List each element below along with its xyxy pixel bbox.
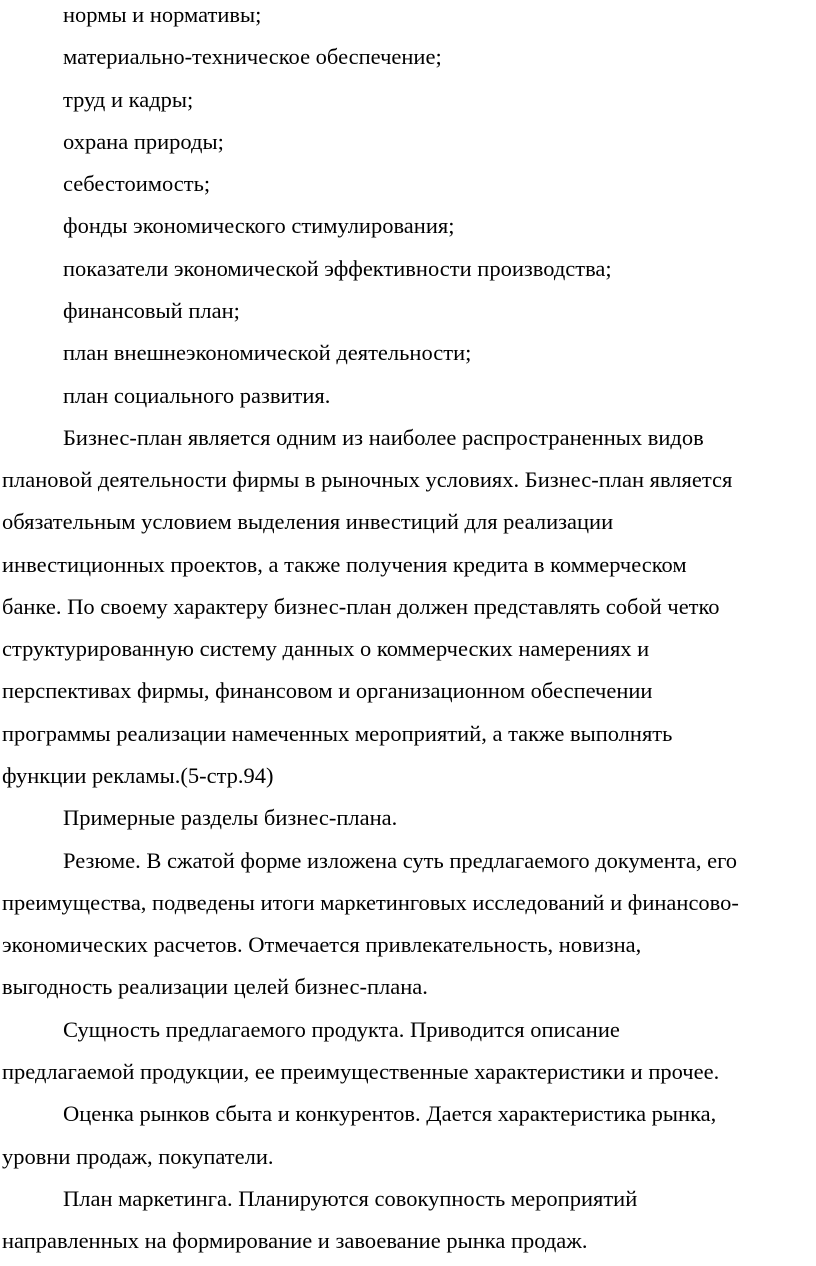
paragraph-line: преимущества, подведены итоги маркетинговых исследований и финансово- — [2, 890, 739, 915]
list-item: финансовый план; — [63, 298, 240, 323]
list-item: план внешнеэкономической деятельности; — [63, 340, 472, 365]
list-item: охрана природы; — [63, 129, 224, 154]
paragraph-line: Оценка рынков сбыта и конкурентов. Дается характеристика рынка, — [63, 1101, 717, 1126]
list-item: нормы и нормативы; — [63, 2, 262, 27]
paragraph-line: Резюме. В сжатой форме изложена суть предлагаемого документа, его — [63, 848, 738, 873]
paragraph-line: выгодность реализации целей бизнес-плана. — [2, 974, 428, 999]
paragraph-line: экономических расчетов. Отмечается привлекательность, новизна, — [2, 932, 642, 957]
list-item: план социального развития. — [63, 383, 331, 408]
paragraph-line: инвестиционных проектов, а также получения кредита в коммерческом — [2, 552, 687, 577]
sections-heading: Примерные разделы бизнес-плана. — [63, 805, 398, 830]
paragraph-line: перспективах фирмы, финансовом и организационном обеспечении — [2, 678, 653, 703]
paragraph-line: План маркетинга. Планируются совокупность мероприятий — [63, 1186, 638, 1211]
paragraph-line: функции рекламы.(5-стр.94) — [2, 763, 274, 788]
list-item: показатели экономической эффективности производства; — [63, 256, 612, 281]
paragraph-line: плановой деятельности фирмы в рыночных условиях. Бизнес-план является — [2, 467, 733, 492]
paragraph-line: Сущность предлагаемого продукта. Приводится описание — [63, 1017, 620, 1042]
paragraph-line: банке. По своему характеру бизнес-план должен представлять собой четко — [2, 594, 720, 619]
paragraph-line: структурированную систему данных о коммерческих намерениях и — [2, 636, 650, 661]
paragraph-line: направленных на формирование и завоевание рынка продаж. — [2, 1228, 588, 1253]
list-item: себестоимость; — [63, 171, 211, 196]
paragraph-line: предлагаемой продукции, ее преимущественные характеристики и прочее. — [2, 1059, 720, 1084]
paragraph-line: Бизнес-план является одним из наиболее распространенных видов — [63, 425, 704, 450]
list-item: материально-техническое обеспечение; — [63, 44, 442, 69]
paragraph-line: программы реализации намеченных мероприятий, а также выполнять — [2, 721, 673, 746]
list-item: фонды экономического стимулирования; — [63, 213, 455, 238]
paragraph-line: уровни продаж, покупатели. — [2, 1144, 274, 1169]
paragraph-line: обязательным условием выделения инвестиций для реализации — [2, 509, 614, 534]
list-item: труд и кадры; — [63, 87, 194, 112]
